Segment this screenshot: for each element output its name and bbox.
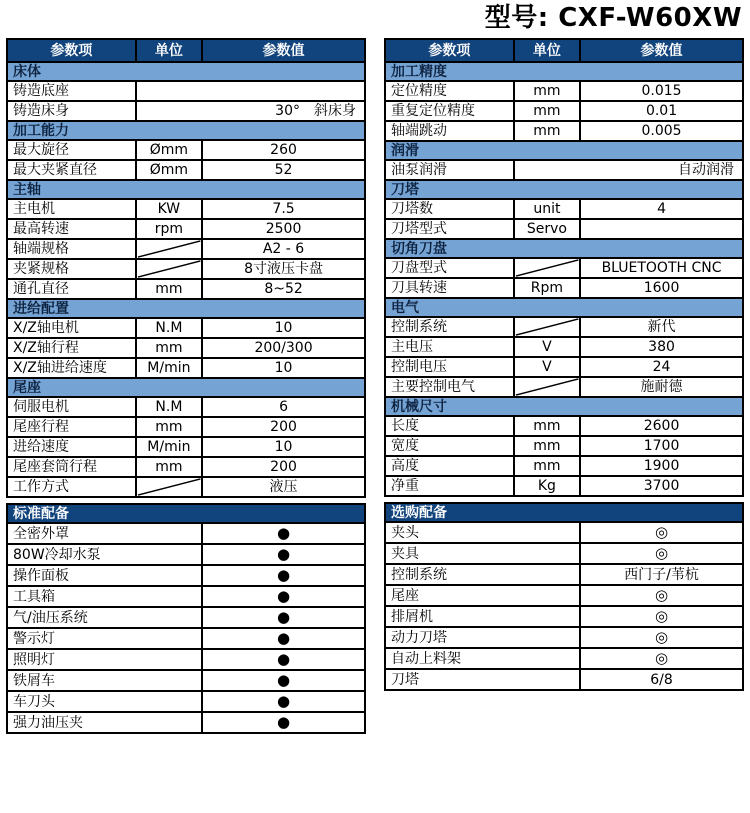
table-row [385,669,743,690]
param-unit [514,317,580,337]
section-header-row [7,121,365,140]
left-spec-table [6,38,366,498]
param-label: 净重 [385,476,514,496]
param-value: 260 [202,140,365,160]
table-row [385,258,743,278]
table-row [7,649,365,670]
param-value: 6/8 [580,669,743,690]
param-unit: mm [136,279,202,299]
param-value: 200 [202,457,365,477]
param-value: 200 [202,417,365,437]
table-row [7,397,365,417]
table-row [7,523,365,544]
param-label: 轴端规格 [7,239,136,259]
param-label: X/Z轴进给速度 [7,358,136,378]
table-row [7,279,365,299]
param-value: 24 [580,357,743,377]
param-unit: Servo [514,219,580,239]
param-label: 80W冷却水泵 [7,544,202,565]
param-value: 0.015 [580,81,743,101]
spec-tables-container [0,38,750,734]
param-label: 铁屑车 [7,670,202,691]
param-label: 主要控制电气 [385,377,514,397]
param-value [580,219,743,239]
param-value: 1600 [580,278,743,298]
param-unit: mm [514,436,580,456]
param-label: 尾座 [385,585,580,606]
param-value: 3700 [580,476,743,496]
param-label: 重复定位精度 [385,101,514,121]
section-header-row [7,378,365,397]
table-row [385,543,743,564]
param-value: 2500 [202,219,365,239]
section-header-row [385,239,743,258]
param-label: 轴端跳动 [385,121,514,141]
param-unit: mm [136,457,202,477]
table-row [7,586,365,607]
param-label: 控制系统 [385,564,580,585]
param-label: 车刀头 [7,691,202,712]
section-header-row [385,141,743,160]
equipment-mark: ● [202,565,365,586]
table-row [385,436,743,456]
param-unit [514,258,580,278]
param-value: 1900 [580,456,743,476]
table-row [7,544,365,565]
param-unit: Kg [514,476,580,496]
param-label: 主电机 [7,199,136,219]
table-row [7,318,365,338]
equipment-mark: ● [202,523,365,544]
table-row [7,670,365,691]
param-value: 0.005 [580,121,743,141]
section-header-row [385,62,743,81]
table-row [7,565,365,586]
param-label: 铸造床身 [7,101,136,121]
table-row [7,691,365,712]
param-unit: V [514,337,580,357]
param-value: 10 [202,318,365,338]
param-value: 200/300 [202,338,365,358]
header-row [7,39,365,62]
param-label: 刀塔型式 [385,219,514,239]
param-value: 380 [580,337,743,357]
param-value: 新代 [580,317,743,337]
param-unit: mm [136,417,202,437]
param-value: 7.5 [202,199,365,219]
param-label: 工作方式 [7,477,136,497]
equipment-mark: ● [202,544,365,565]
param-label: 排屑机 [385,606,580,627]
param-value: A2 - 6 [202,239,365,259]
param-label: X/Z轴行程 [7,338,136,358]
param-label: 夹具 [385,543,580,564]
param-label: 高度 [385,456,514,476]
param-label: 夹头 [385,522,580,543]
param-unit: rpm [136,219,202,239]
table-row [7,160,365,180]
slash-icon [137,240,201,258]
param-unit: Ømm [136,160,202,180]
section-header-row [385,180,743,199]
param-label: 尾座行程 [7,417,136,437]
section-header-row [7,62,365,81]
section-title: 选购配备 [385,503,743,522]
param-value: 自动润滑 [514,160,743,180]
param-unit: KW [136,199,202,219]
section-header-row [385,397,743,416]
param-label: 宽度 [385,436,514,456]
param-label: 自动上料架 [385,648,580,669]
param-label: 控制电压 [385,357,514,377]
section-title: 加工精度 [385,62,743,81]
param-label: 通孔直径 [7,279,136,299]
table-row [7,607,365,628]
table-row [385,337,743,357]
equipment-mark: ◎ [580,627,743,648]
column-header: 参数值 [202,39,365,62]
param-label: 刀具转速 [385,278,514,298]
param-value: 6 [202,397,365,417]
table-row [385,377,743,397]
param-value: 施耐德 [580,377,743,397]
param-unit: Rpm [514,278,580,298]
equipment-mark: ● [202,607,365,628]
param-value: 10 [202,358,365,378]
equipment-mark: ◎ [580,522,743,543]
slash-icon [137,260,201,278]
equipment-mark: ● [202,628,365,649]
table-row [7,338,365,358]
table-row [385,522,743,543]
section-title: 润滑 [385,141,743,160]
right-spec-table [384,38,744,497]
section-header-row [7,180,365,199]
table-row [385,160,743,180]
param-label: 最大旋径 [7,140,136,160]
section-title: 主轴 [7,180,365,199]
table-row [7,140,365,160]
table-row [7,219,365,239]
param-value: 0.01 [580,101,743,121]
table-row [385,199,743,219]
section-title: 尾座 [7,378,365,397]
param-unit: mm [136,338,202,358]
section-title: 加工能力 [7,121,365,140]
section-title: 电气 [385,298,743,317]
param-value: 10 [202,437,365,457]
slash-icon [137,478,201,496]
param-label: 伺服电机 [7,397,136,417]
param-label: 长度 [385,416,514,436]
column-header: 单位 [514,39,580,62]
page-title: 型号: CXF-W60XW [484,3,742,33]
table-row [385,416,743,436]
column-header: 参数项 [385,39,514,62]
equipment-mark: ◎ [580,585,743,606]
section-header-row [385,298,743,317]
param-label: 尾座套筒行程 [7,457,136,477]
param-label: 气/油压系统 [7,607,202,628]
param-label: 照明灯 [7,649,202,670]
param-value: 30° 斜床身 [136,101,365,121]
param-value [136,81,365,101]
param-label: 强力油压夹 [7,712,202,733]
table-row [385,317,743,337]
param-unit [514,377,580,397]
param-unit: N.M [136,318,202,338]
param-label: 刀塔数 [385,199,514,219]
table-row [7,628,365,649]
table-row [7,239,365,259]
standard-equipment-table [6,503,366,734]
param-label: 最高转速 [7,219,136,239]
table-row [7,417,365,437]
param-unit [136,239,202,259]
table-row [385,101,743,121]
param-label: 夹紧规格 [7,259,136,279]
section-header-row [7,299,365,318]
table-row [385,606,743,627]
table-row [7,101,365,121]
param-unit [136,477,202,497]
column-header: 参数项 [7,39,136,62]
param-value: 52 [202,160,365,180]
table-row [385,219,743,239]
table-row [7,199,365,219]
column-header: 参数值 [580,39,743,62]
section-title: 切角刀盘 [385,239,743,258]
param-label: 铸造底座 [7,81,136,101]
param-label: 定位精度 [385,81,514,101]
param-label: 进给速度 [7,437,136,457]
slash-icon [515,378,579,396]
equipment-mark: ● [202,691,365,712]
table-row [7,259,365,279]
right-column [384,38,744,691]
param-label: 操作面板 [7,565,202,586]
param-unit: V [514,357,580,377]
param-unit: Ømm [136,140,202,160]
param-label: 刀塔 [385,669,580,690]
table-row [385,81,743,101]
equipment-mark: ◎ [580,648,743,669]
table-row [385,121,743,141]
param-value: 8~52 [202,279,365,299]
section-header-row [385,503,743,522]
section-title: 进给配置 [7,299,365,318]
equipment-mark: ◎ [580,606,743,627]
equipment-mark: ● [202,649,365,670]
param-label: 油泵润滑 [385,160,514,180]
param-value: 西门子/苇杭 [580,564,743,585]
table-row [7,81,365,101]
param-label: 控制系统 [385,317,514,337]
section-header-row [7,504,365,523]
section-title: 机械尺寸 [385,397,743,416]
param-label: 最大夹紧直径 [7,160,136,180]
param-unit: M/min [136,437,202,457]
table-row [385,476,743,496]
param-value: 4 [580,199,743,219]
param-label: X/Z轴电机 [7,318,136,338]
table-row [7,457,365,477]
param-value: 1700 [580,436,743,456]
section-title: 刀塔 [385,180,743,199]
param-unit: mm [514,456,580,476]
section-title: 标准配备 [7,504,365,523]
optional-equipment-table [384,502,744,691]
table-row [385,648,743,669]
param-unit: N.M [136,397,202,417]
param-value: 8寸液压卡盘 [202,259,365,279]
table-row [7,358,365,378]
column-header: 单位 [136,39,202,62]
table-row [7,712,365,733]
slash-icon [515,318,579,336]
param-unit: mm [514,121,580,141]
param-value: 2600 [580,416,743,436]
param-unit: unit [514,199,580,219]
table-row [385,585,743,606]
param-unit: mm [514,81,580,101]
table-row [7,477,365,497]
param-label: 主电压 [385,337,514,357]
table-row [385,278,743,298]
equipment-mark: ● [202,712,365,733]
param-unit: mm [514,416,580,436]
table-row [385,627,743,648]
param-label: 全密外罩 [7,523,202,544]
param-label: 警示灯 [7,628,202,649]
param-value: BLUETOOTH CNC [580,258,743,278]
left-column [6,38,366,734]
param-label: 动力刀塔 [385,627,580,648]
table-row [7,437,365,457]
table-row [385,456,743,476]
equipment-mark: ● [202,670,365,691]
param-label: 工具箱 [7,586,202,607]
param-unit [136,259,202,279]
slash-icon [515,259,579,277]
param-label: 刀盘型式 [385,258,514,278]
table-row [385,357,743,377]
equipment-mark: ● [202,586,365,607]
param-value: 液压 [202,477,365,497]
equipment-mark: ◎ [580,543,743,564]
section-title: 床体 [7,62,365,81]
param-unit: mm [514,101,580,121]
header-row [385,39,743,62]
table-row [385,564,743,585]
param-unit: M/min [136,358,202,378]
